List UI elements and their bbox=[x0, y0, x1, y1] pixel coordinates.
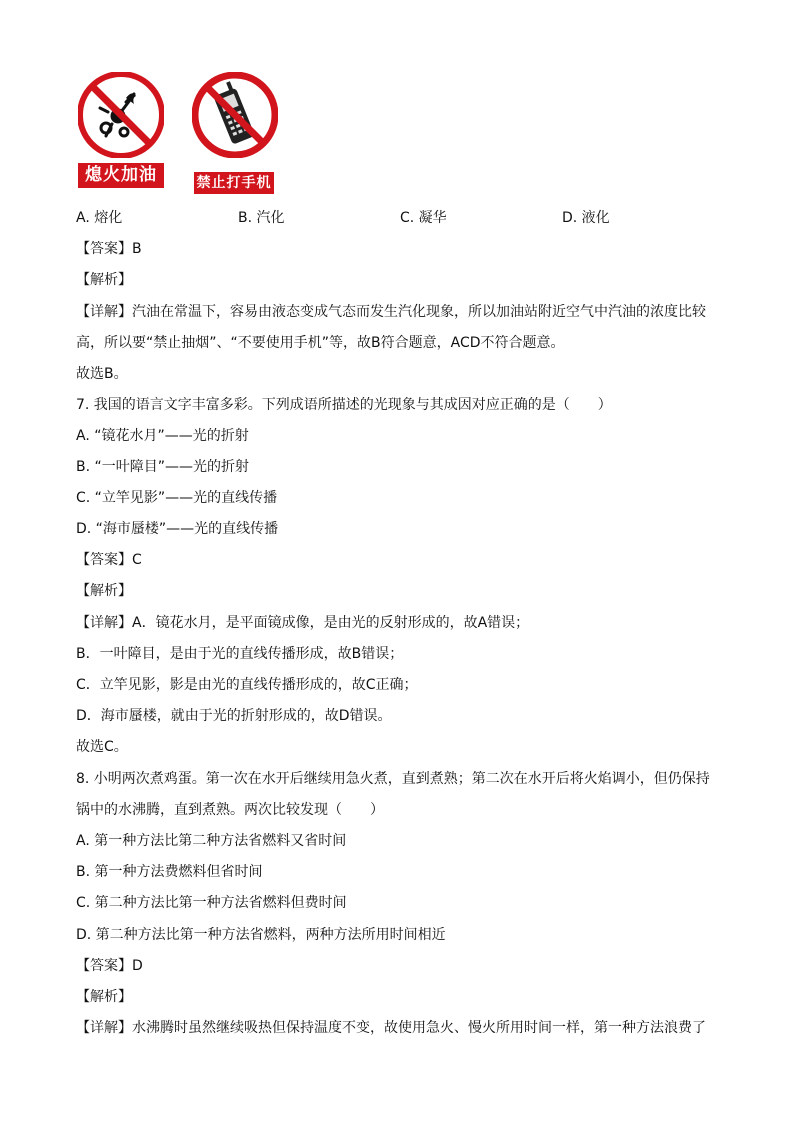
q7-stem: 7. 我国的语言文字丰富多彩。下列成语所描述的光现象与其成因对应正确的是（ ） bbox=[76, 397, 612, 413]
sign-label-refuel: 熄火加油 bbox=[78, 163, 164, 188]
q7-option-a: A. “镜花水月”——光的折射 bbox=[76, 428, 249, 444]
q7-detail-line2: B．一叶障目，是由于光的直线传播形成，故B错误； bbox=[76, 646, 404, 662]
q7-conclusion: 故选C。 bbox=[76, 739, 128, 755]
q6-option-d: D. 液化 bbox=[562, 210, 610, 226]
q7-answer: 【答案】C bbox=[76, 552, 142, 568]
q6-detail-line2: 高，所以要“禁止抽烟”、“不要使用手机”等，故B符合题意，ACD不符合题意。 bbox=[76, 335, 565, 351]
q6-conclusion: 故选B。 bbox=[76, 366, 128, 382]
q8-option-a: A. 第一种方法比第二种方法省燃料又省时间 bbox=[76, 833, 347, 849]
q8-option-d: D. 第二种方法比第一种方法省燃料，两种方法所用时间相近 bbox=[76, 927, 446, 943]
sign-label-phone: 禁止打手机 bbox=[194, 172, 274, 194]
q8-stem-line2: 锅中的水沸腾，直到煮熟。两次比较发现（ ） bbox=[76, 802, 384, 818]
q7-analysis-label: 【解析】 bbox=[76, 583, 132, 599]
q7-detail-line4: D．海市蜃楼，就由于光的折射形成的，故D错误。 bbox=[76, 708, 392, 724]
q6-answer: 【答案】B bbox=[76, 241, 142, 257]
q8-option-c: C. 第二种方法比第一种方法省燃料但费时间 bbox=[76, 895, 347, 911]
q6-option-b: B. 汽化 bbox=[238, 210, 285, 226]
q8-analysis-label: 【解析】 bbox=[76, 989, 132, 1005]
q8-option-b: B. 第一种方法费燃料但省时间 bbox=[76, 864, 263, 880]
no-mobile-phone-icon bbox=[192, 72, 278, 158]
q8-stem-line1: 8. 小明两次煮鸡蛋。第一次在水开后继续用急火煮，直到煮熟；第二次在水开后将火焰调小，但仍保持 bbox=[76, 771, 710, 787]
q7-option-c: C. “立竿见影”——光的直线传播 bbox=[76, 490, 278, 506]
q8-answer: 【答案】D bbox=[76, 958, 143, 974]
warning-signs bbox=[78, 72, 298, 196]
q6-analysis-label: 【解析】 bbox=[76, 272, 132, 288]
q6-detail-line1: 【详解】汽油在常温下，容易由液态变成气态而发生汽化现象，所以加油站附近空气中汽油的浓度比较 bbox=[76, 304, 706, 320]
q7-detail-line3: C．立竿见影，影是由光的直线传播形成的，故C正确； bbox=[76, 677, 418, 693]
q7-option-d: D. “海市蜃楼”——光的直线传播 bbox=[76, 521, 279, 537]
no-smoking-fire-icon bbox=[78, 72, 164, 158]
q7-detail-line1: 【详解】A．镜花水月，是平面镜成像，是由光的反射形成的，故A错误； bbox=[76, 615, 530, 631]
q6-option-a: A. 熔化 bbox=[76, 210, 123, 226]
q8-detail-line1: 【详解】水沸腾时虽然继续吸热但保持温度不变，故使用急火、慢火所用时间一样，第一种方法浪费了 bbox=[76, 1020, 706, 1036]
q6-option-c: C. 凝华 bbox=[400, 210, 447, 226]
q7-option-b: B. “一叶障目”——光的折射 bbox=[76, 459, 250, 475]
